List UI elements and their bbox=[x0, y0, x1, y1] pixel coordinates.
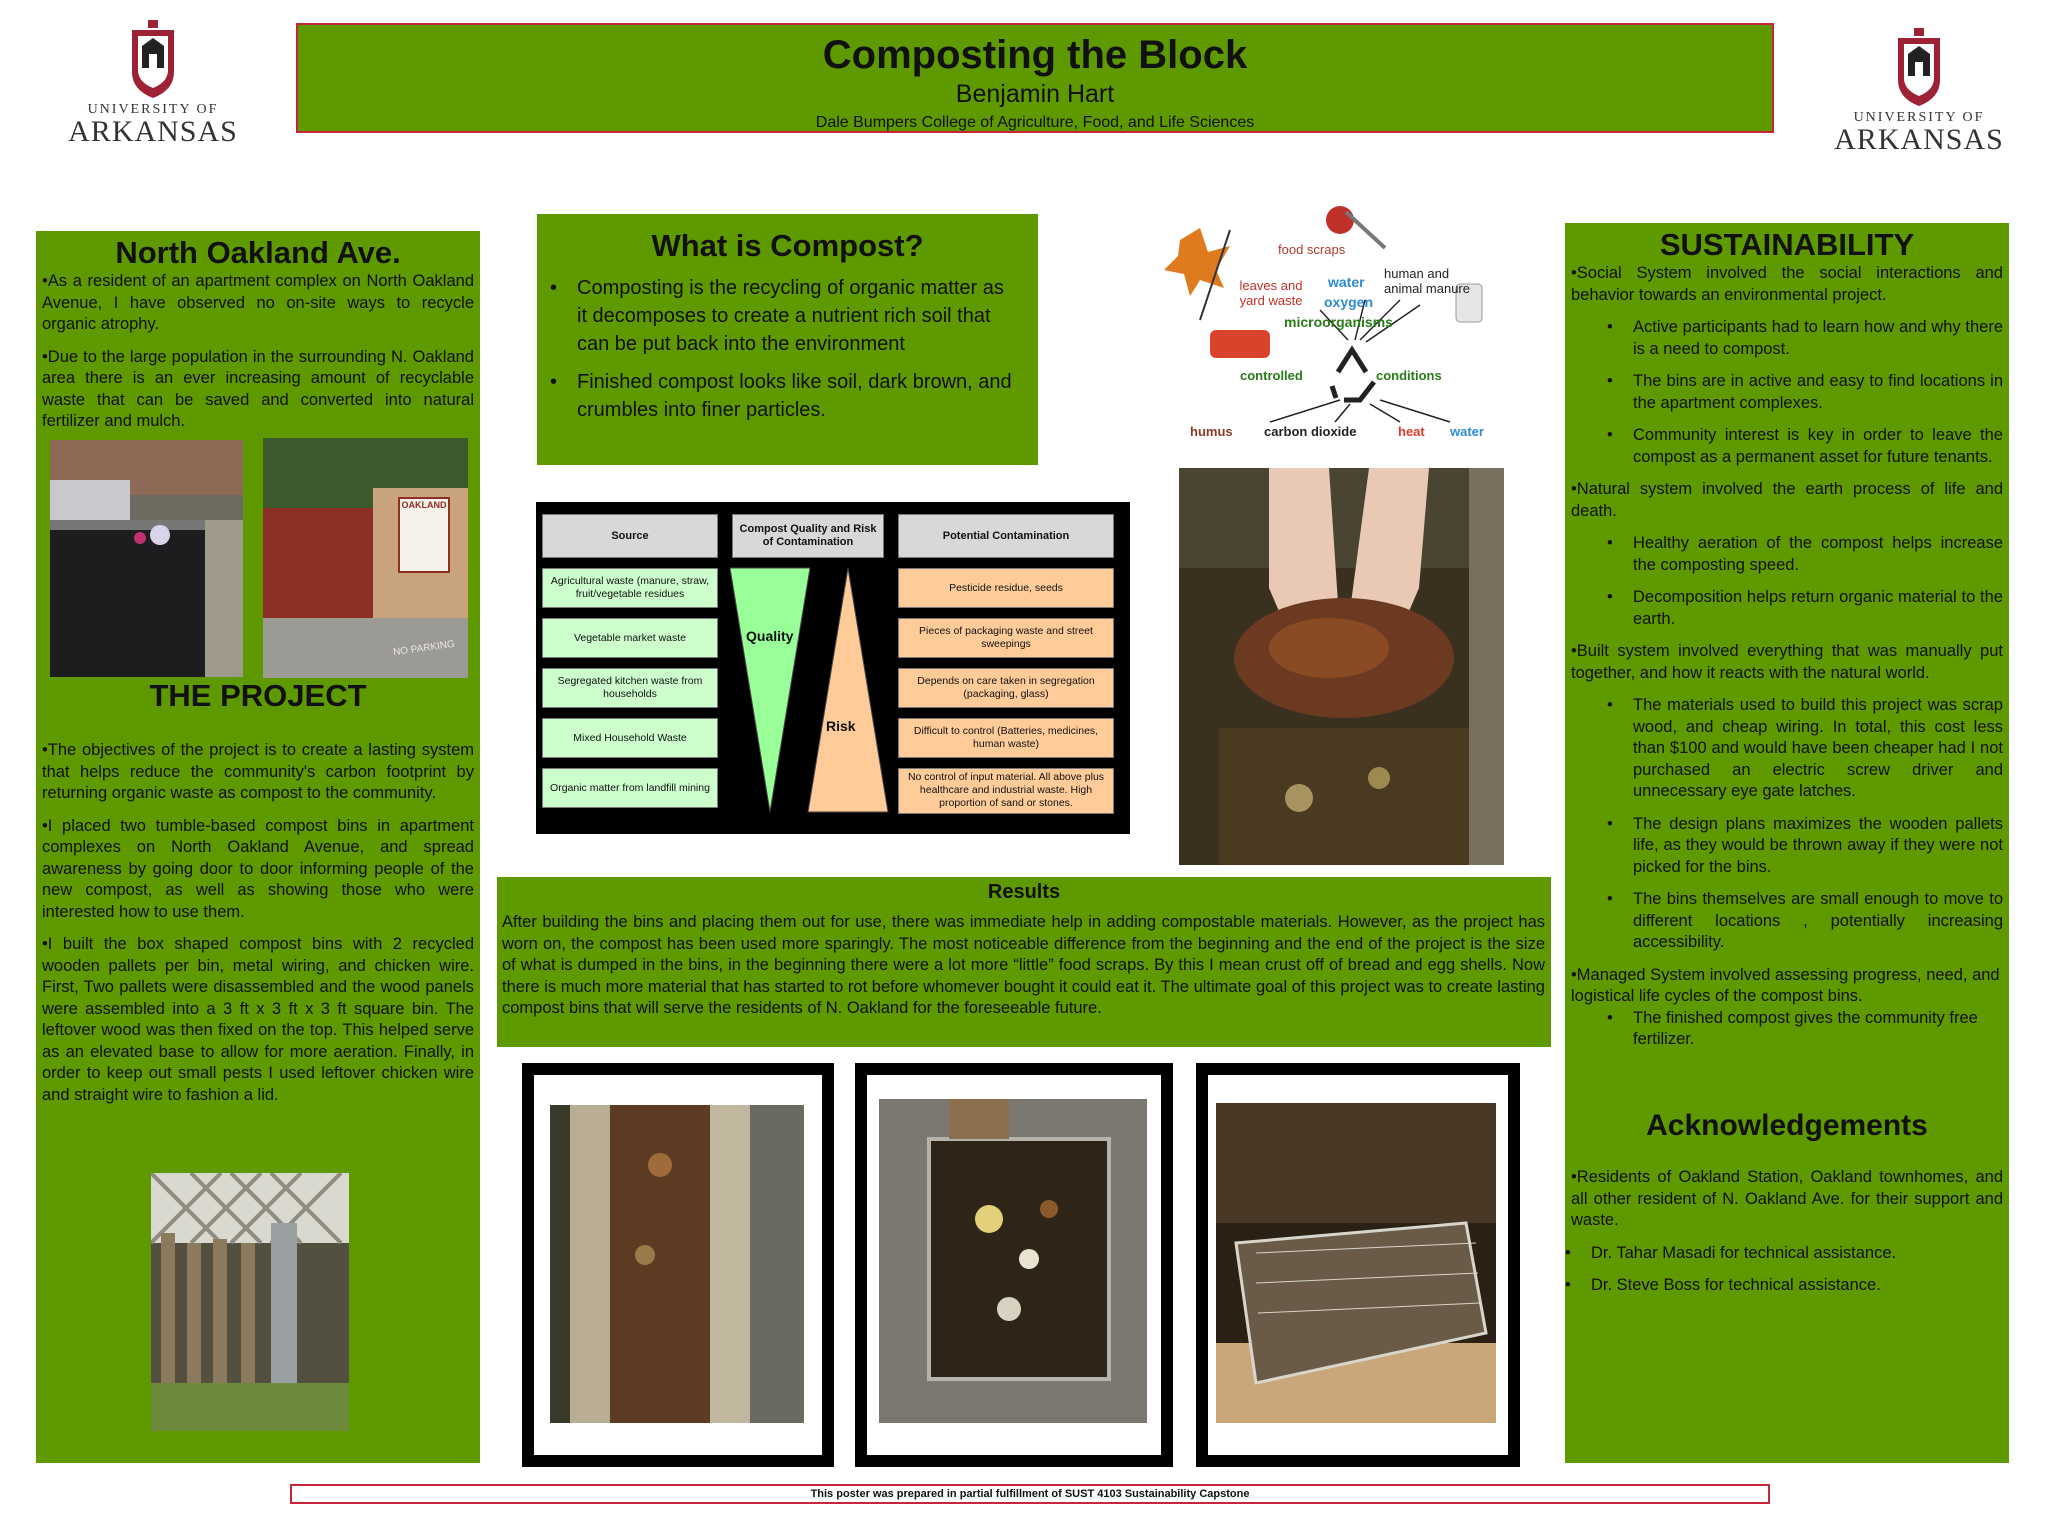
manure-label: human and animal manure bbox=[1384, 266, 1470, 296]
list-item: • Finished compost looks like soil, dark brown, and crumbles into finer particles. bbox=[577, 368, 1018, 424]
recycle-arrows-icon bbox=[1332, 350, 1374, 400]
table-cell-source: Agricultural waste (manure, straw, fruit/vegetable residues bbox=[542, 568, 718, 608]
right-column-panel bbox=[1565, 223, 2009, 1463]
list-item: • The bins are in active and easy to find locations in the apartment complexes. bbox=[1633, 371, 2003, 414]
table-cell-source: Segregated kitchen waste from households bbox=[542, 668, 718, 708]
heat-label: heat bbox=[1398, 424, 1425, 439]
table-cell-contamination: Depends on care taken in segregation (packaging, glass) bbox=[898, 668, 1114, 708]
what-is-compost-panel bbox=[537, 214, 1038, 465]
microorganisms-label: microorganisms bbox=[1284, 314, 1393, 330]
water-input-label: water bbox=[1328, 274, 1365, 290]
humus-label: humus bbox=[1190, 424, 1233, 439]
poster-author: Benjamin Hart bbox=[955, 80, 1115, 108]
water-output-label: water bbox=[1450, 424, 1484, 439]
list-item: • Active participants had to learn how and why there is a need to compost. bbox=[1633, 317, 2003, 360]
controlled-label: controlled bbox=[1240, 368, 1303, 383]
apple-icon bbox=[1326, 206, 1354, 234]
risk-label: Risk bbox=[826, 718, 856, 734]
logo-university-of: UNIVERSITY OF bbox=[1853, 110, 1985, 125]
project-paragraph: •I built the box shaped compost bins with 2 recycled wooden pallets per bin, metal wiring, and chicken wire. First, Two pallets were disassembled and the wood panels were assembled into a 3 ft x 3 ft x 3 ft square bin. The leftover wood was then fixed on the top. This helped serve as an elevated base to allow for more aeration. Finally, in order to keep out small pests I used leftover chicken wire and straight wire to fashion a lid. bbox=[42, 935, 474, 1104]
footer-bar: This poster was prepared in partial fulfillment of SUST 4103 Sustainability Capstone bbox=[290, 1484, 1770, 1504]
list-item: • Composting is the recycling of organic matter as it decomposes to create a nutrient rich soil that can be put back into the environment bbox=[577, 274, 1018, 358]
managed-system-list bbox=[1565, 1008, 2009, 1051]
table-cell-contamination: Pieces of packaging waste and street sweepings bbox=[898, 618, 1114, 658]
built-system-intro: •Built system involved everything that was manually put together, and how it reacts with the natural world. bbox=[1571, 642, 2003, 682]
table-cell-source: Organic matter from landfill mining bbox=[542, 768, 718, 808]
project-title: THE PROJECT bbox=[149, 678, 367, 713]
social-system-intro: •Social System involved the social interactions and behavior towards an environmental project. bbox=[1571, 264, 2003, 304]
natural-system-list bbox=[1565, 533, 2009, 630]
project-body bbox=[36, 740, 480, 1106]
quality-label: Quality bbox=[746, 628, 794, 644]
logo-university-of: UNIVERSITY OF bbox=[87, 102, 219, 117]
poster-title: Composting the Block bbox=[822, 33, 1248, 77]
table-header: Compost Quality and Risk of Contamination bbox=[732, 514, 884, 558]
compost-bin-photo-frame bbox=[522, 1063, 834, 1467]
knife-icon bbox=[1346, 212, 1385, 248]
built-system-list bbox=[1565, 695, 2009, 954]
north-oakland-title: North Oakland Ave. bbox=[115, 235, 401, 270]
list-item: • The finished compost gives the community free fertilizer. bbox=[1633, 1008, 2003, 1051]
quality-risk-triangles bbox=[726, 566, 890, 816]
basket-icon bbox=[1210, 330, 1270, 358]
what-is-compost-list bbox=[537, 274, 1038, 424]
compost-bin-photo-frame bbox=[1196, 1063, 1520, 1467]
project-paragraph: •The objectives of the project is to create a lasting system that helps reduce the community's carbon footprint by returning organic waste as compost to the community. bbox=[42, 741, 474, 802]
results-title: Results bbox=[987, 881, 1061, 903]
carbon-dioxide-label: carbon dioxide bbox=[1264, 424, 1357, 439]
list-item: • Decomposition helps return organic material to the earth. bbox=[1633, 587, 2003, 630]
table-cell-contamination: Difficult to control (Batteries, medicines, human waste) bbox=[898, 718, 1114, 758]
hands-holding-compost-photo bbox=[1179, 468, 1504, 865]
no-parking-text: NO PARKING bbox=[392, 638, 456, 659]
conditions-label: conditions bbox=[1376, 368, 1442, 383]
table-cell-source: Mixed Household Waste bbox=[542, 718, 718, 758]
list-item: • Dr. Steve Boss for technical assistance. bbox=[1591, 1275, 2003, 1297]
list-item: • The design plans maximizes the wooden pallets life, as they would be thrown away if they were not picked for the bins. bbox=[1633, 814, 2003, 879]
acknowledgements-title: Acknowledgements bbox=[1646, 1109, 1928, 1142]
poster-college: Dale Bumpers College of Agriculture, Food, and Life Sciences bbox=[815, 114, 1255, 131]
north-oakland-paragraph: •Due to the large population in the surrounding N. Oakland area there is an ever increasing amount of recyclable waste that can be saved and converted into natural fertilizer and mulch. bbox=[42, 347, 474, 430]
north-oakland-paragraph: •As a resident of an apartment complex on North Oakland Avenue, I have observed no on-site ways to recycle organic atrophy. bbox=[42, 272, 474, 333]
acknowledgements-list bbox=[1565, 1243, 2009, 1297]
logo-arkansas: ARKANSAS bbox=[1834, 123, 2004, 156]
compost-bin-lattice-photo bbox=[151, 1173, 349, 1431]
compost-bin-photo-frame bbox=[855, 1063, 1173, 1467]
dumpster-photo bbox=[50, 440, 243, 677]
header-banner bbox=[296, 23, 1774, 133]
results-panel bbox=[497, 877, 1551, 1047]
list-item: • Healthy aeration of the compost helps increase the composting speed. bbox=[1633, 533, 2003, 576]
compost-bin-top-view-photo bbox=[550, 1105, 804, 1423]
what-is-compost-title: What is Compost? bbox=[651, 228, 924, 263]
results-text: After building the bins and placing them out for use, there was immediate help in adding compostable materials. However, as the project has worn on, the compost has been used more sparingly. The most noticeable difference from the beginning and the end of the project is the size of what is dumped in the bins, in the beginning there were a lot more “little” food scraps. By this I mean crust off of bread and egg shells. Now there is much more material that has started to rot before whomever bought it could eat it. The ultimate goal of this project was to create lasting compost bins that will serve the residents of N. Oakland for the foreseeable future. bbox=[502, 913, 1545, 1017]
social-system-list bbox=[1565, 317, 2009, 468]
old-main-seal-icon bbox=[1894, 28, 1944, 108]
oakland-dumpster-enclosure-photo bbox=[263, 438, 468, 678]
managed-system-intro: •Managed System involved assessing progress, need, and logistical life cycles of the compost bins. bbox=[1571, 965, 2000, 1005]
natural-system-intro: •Natural system involved the earth process of life and death. bbox=[1571, 480, 2003, 520]
table-header: Source bbox=[542, 514, 718, 558]
acknowledgements-intro: •Residents of Oakland Station, Oakland townhomes, and all other resident of N. Oakland Ave. for their support and waste. bbox=[1571, 1168, 2003, 1229]
list-item: • Community interest is key in order to leave the compost as a permanent asset for future tenants. bbox=[1633, 425, 2003, 468]
list-item: • Dr. Tahar Masadi for technical assistance. bbox=[1591, 1243, 2003, 1265]
university-logo-right bbox=[1834, 28, 2004, 156]
university-logo-left bbox=[68, 20, 238, 148]
compost-bin-with-food-scraps-photo bbox=[879, 1099, 1147, 1423]
project-paragraph: •I placed two tumble-based compost bins in apartment complexes on North Oakland Avenue, and spread awareness by going door to door informing people of the new compost, as well as showing those who were interested how to use them. bbox=[42, 816, 474, 921]
table-cell-contamination: Pesticide residue, seeds bbox=[898, 568, 1114, 608]
acknowledgements-body bbox=[1565, 1167, 2009, 1297]
compost-cycle-diagram bbox=[1160, 200, 1520, 450]
logo-arkansas: ARKANSAS bbox=[68, 115, 238, 148]
contamination-table bbox=[536, 502, 1130, 834]
table-cell-source: Vegetable market waste bbox=[542, 618, 718, 658]
table-cell-contamination: No control of input material. All above plus healthcare and industrial waste. High proportion of sand or stones. bbox=[898, 768, 1114, 814]
table-header: Potential Contamination bbox=[898, 514, 1114, 558]
oxygen-label: oxygen bbox=[1324, 294, 1374, 310]
food-scraps-label: food scraps bbox=[1278, 242, 1346, 257]
oakland-sign-text: OAKLAND bbox=[401, 500, 447, 510]
sustainability-title: SUSTAINABILITY bbox=[1659, 227, 1915, 262]
compost-bin-chicken-wire-photo bbox=[1216, 1103, 1496, 1423]
leaves-yard-waste-label: leaves and yard waste bbox=[1239, 278, 1303, 308]
list-item: • The bins themselves are small enough to move to different locations , potentially increasing accessibility. bbox=[1633, 889, 2003, 954]
old-main-seal-icon bbox=[128, 20, 178, 100]
list-item: • The materials used to build this project was scrap wood, and cheap wiring. In total, this cost less than $100 and would have been cheaper had I not purchased an electric screw driver and unnecessary eye gate latches. bbox=[1633, 695, 2003, 803]
left-column-panel bbox=[36, 231, 480, 1463]
